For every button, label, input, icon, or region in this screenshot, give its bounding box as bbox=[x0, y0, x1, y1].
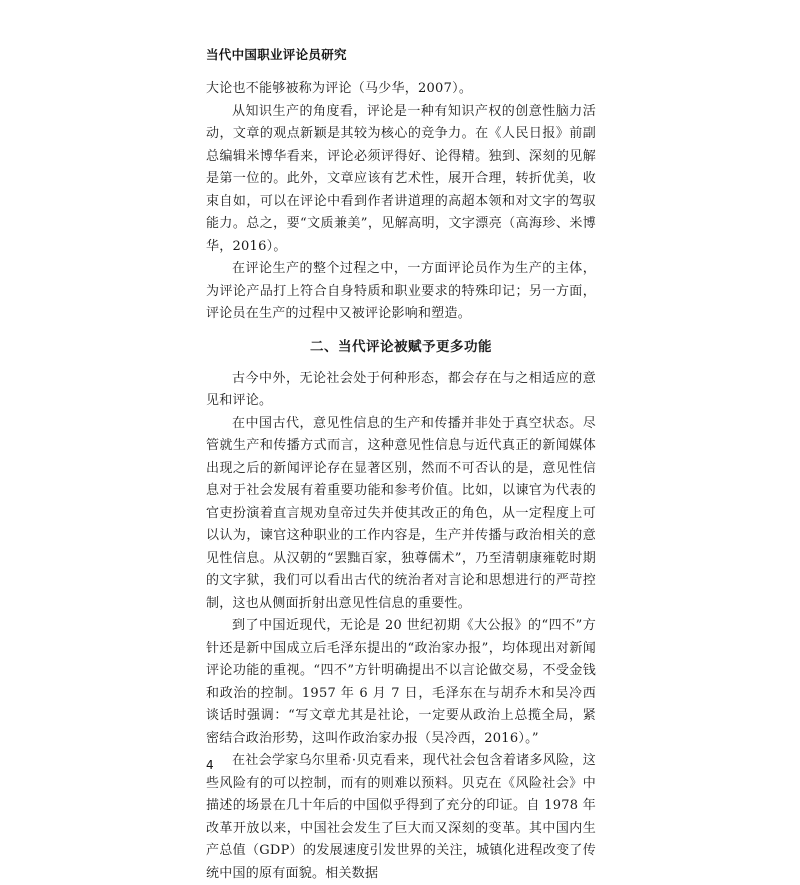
paragraph-modern-china: 到了中国近现代，无论是 20 世纪初期《大公报》的“四不”方针还是新中国成立后毛泽东提出的“政治家办报”，均体现出对新闻评论功能的重视。“四不”方针明确提出不以言论做交易，不受金钱和政治的控制。1957 年 6 月 7 日，毛泽东在与胡乔木和吴冷西谈话时强调：“写文章尤其是社论，一定要从政治上总揽全局，紧密结合政治形势，这叫作政治家办报（吴冷西，2016）。” bbox=[206, 618, 596, 746]
page-number: 4 bbox=[206, 758, 214, 772]
body-text bbox=[206, 78, 596, 885]
paragraph-ancient-modern: 古今中外，无论社会处于何种形态，都会存在与之相适应的意见和评论。 bbox=[206, 370, 596, 408]
paragraph-production-process: 在评论生产的整个过程之中，一方面评论员作为生产的主体，为评论产品打上符合自身特质和职业要求的特殊印记；另一方面，评论员在生产的过程中又被评论影响和塑造。 bbox=[206, 261, 596, 321]
paragraph-risk-society: 在社会学家乌尔里希·贝克看来，现代社会包含着诸多风险，这些风险有的可以控制，而有的则难以预料。贝克在《风险社会》中描述的场景在几十年后的中国似乎得到了充分的印证。自 1978 年改革开放以来，中国社会发生了巨大而又深刻的变革。其中国内生产总值（GDP）的发展速度引发世界的关注，城镇化进程改变了传统中国的原有面貌。相关数据 bbox=[206, 753, 596, 881]
paragraph-knowledge-production: 从知识生产的角度看，评论是一种有知识产权的创意性脑力活动，文章的观点新颖是其较为核心的竞争力。在《人民日报》前副总编辑米博华看来，评论必须评得好、论得精。独到、深刻的见解是第一位的。此外，文章应该有艺术性，展开合理，转折优美，收束自如，可以在评论中看到作者讲道理的高超本领和对文字的驾驭能力。总之，要“文质兼美”，见解高明，文字漂亮（高海珍、米博华，2016）。 bbox=[206, 103, 596, 254]
paragraph-continued: 大论也不能够被称为评论（马少华，2007）。 bbox=[206, 81, 473, 96]
running-head-title: 当代中国职业评论员研究 bbox=[206, 47, 347, 62]
section-heading: 二、当代评论被赋予更多功能 bbox=[310, 338, 492, 355]
paragraph-ancient-china: 在中国古代，意见性信息的生产和传播并非处于真空状态。尽管就生产和传播方式而言，这种意见性信息与近代真正的新闻媒体出现之后的新闻评论存在显著区别，然而不可否认的是，意见性信息对于社会发展有着重要功能和参考价值。比如，以谏官为代表的官吏扮演着直言规劝皇帝过失并使其改正的角色，从一定程度上可以认为，谏官这种职业的工作内容是，生产并传播与政治相关的意见性信息。从汉朝的“罢黜百家，独尊儒术”，乃至清朝康雍乾时期的文字狱，我们可以看出古代的统治者对言论和思想进行的严苛控制，这也从侧面折射出意见性信息的重要性。 bbox=[206, 415, 596, 611]
